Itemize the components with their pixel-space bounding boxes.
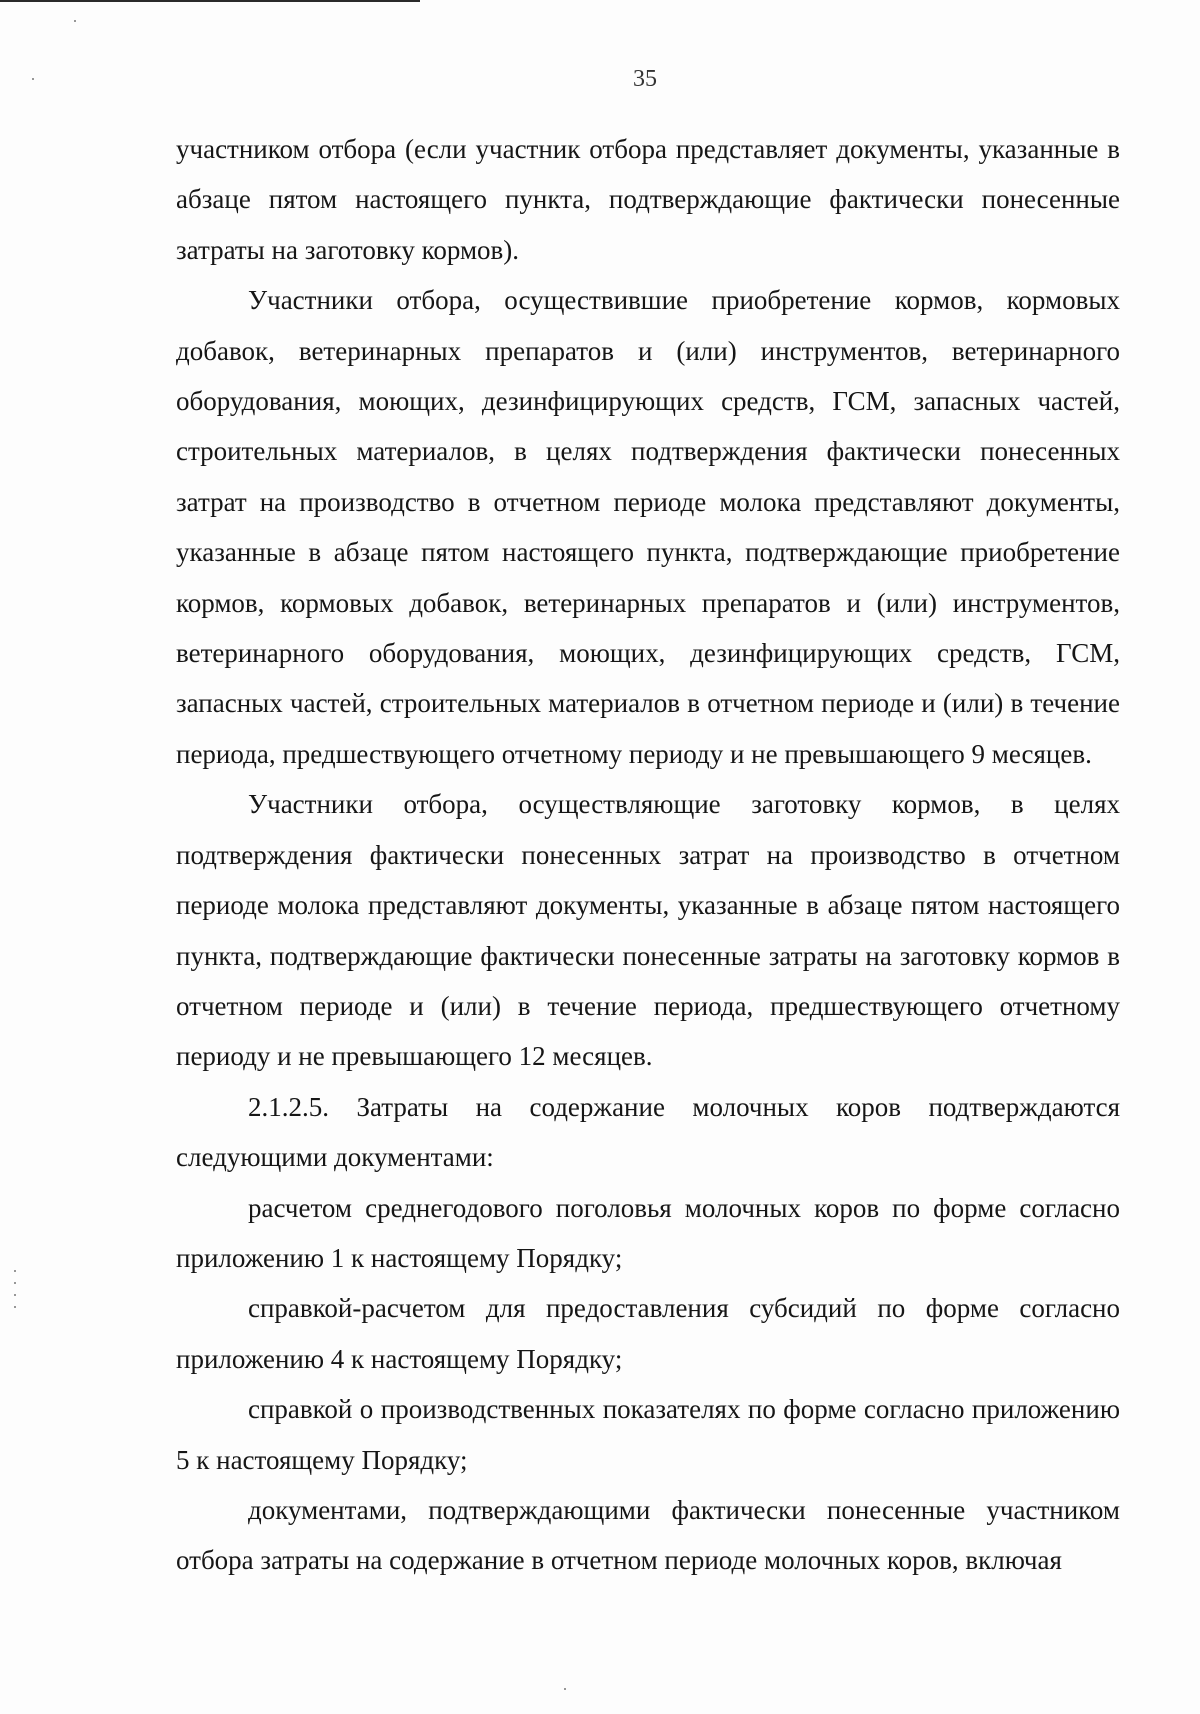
paragraph: документами, подтверждающими фактически понесенные участником отбора затраты на содержание в отчетном периоде молочных коров, включая <box>176 1494 1120 1576</box>
page-number: 35 <box>633 66 657 92</box>
scan-speck <box>14 1306 16 1308</box>
paragraph: расчетом среднегодового поголовья молочных коров по форме согласно приложению 1 к настоящему Порядку; <box>176 1192 1120 1273</box>
scan-speck <box>74 20 76 22</box>
paragraph: Участники отбора, осуществляющие заготовку кормов, в целях подтверждения фактически понесенных затрат на производство в отчетном периоде молока представляют документы, указанные в абзаце пятом настоящего пункта, подтверждающие фактически понесенные затраты на заготовку кормов в отчетном периоде и (или) в течение периода, предшествующего отчетному периоду и не превышающего 12 месяцев. <box>176 789 1120 1072</box>
scan-speck <box>14 1270 16 1272</box>
paragraph: справкой-расчетом для предоставления субсидий по форме согласно приложению 4 к настоящему Порядку; <box>176 1293 1120 1374</box>
scan-speck <box>564 1688 566 1690</box>
scan-edge-line <box>0 0 420 2</box>
paragraph: справкой о производственных показателях по форме согласно приложению 5 к настоящему Порядку; <box>176 1394 1120 1475</box>
scan-speck <box>14 1294 16 1296</box>
paragraph: Участники отбора, осуществившие приобретение кормов, кормовых добавок, ветеринарных препаратов и (или) инструментов, ветеринарного оборудования, моющих, дезинфицирующих средств, ГСМ, запасных частей, строительных материалов, в целях подтверждения фактически понесенных затрат на производство в отчетном периоде молока представляют документы, указанные в абзаце пятом настоящего пункта, подтверждающие приобретение кормов, кормовых добавок, ветеринарных препаратов и (или) инструментов, ветеринарного оборудования, моющих, дезинфицирующих средств, ГСМ, запасных частей, строительных материалов в отчетном периоде и (или) в течение периода, предшествующего отчетному периоду и не превышающего 9 месяцев. <box>176 285 1120 769</box>
paragraph: участником отбора (если участник отбора представляет документы, указанные в абзаце пятом настоящего пункта, подтверждающие фактически понесенные затраты на заготовку кормов). <box>176 134 1120 265</box>
scan-speck <box>14 1282 16 1284</box>
paragraph: 2.1.2.5. Затраты на содержание молочных коров подтверждаются следующими документами: <box>176 1091 1120 1173</box>
scan-speck <box>32 78 34 80</box>
document-body <box>176 124 1120 1586</box>
